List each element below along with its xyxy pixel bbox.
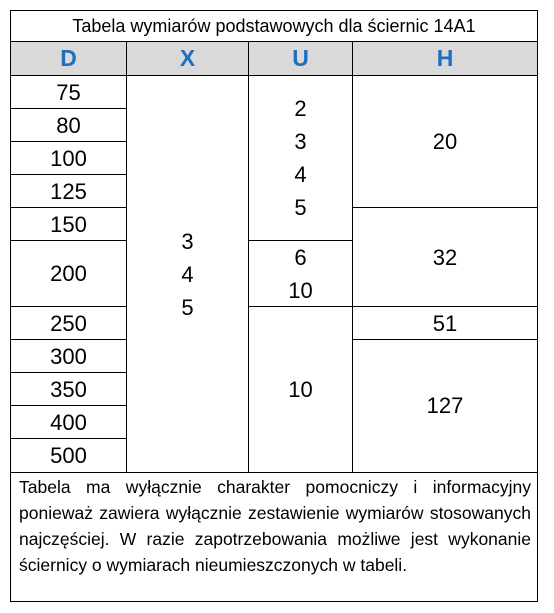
x-value: 5 bbox=[181, 294, 194, 320]
u-value: 3 bbox=[294, 129, 307, 154]
divider bbox=[352, 41, 353, 472]
d-cell: 80 bbox=[56, 112, 81, 138]
divider bbox=[11, 174, 126, 175]
divider bbox=[352, 207, 537, 208]
divider bbox=[11, 75, 537, 76]
u-cell bbox=[249, 241, 352, 307]
header-x: X bbox=[127, 42, 248, 75]
divider bbox=[11, 372, 126, 373]
divider bbox=[11, 108, 126, 109]
header-h: H bbox=[353, 42, 537, 75]
divider bbox=[11, 438, 126, 439]
divider bbox=[11, 339, 126, 340]
d-cell: 125 bbox=[50, 178, 87, 204]
u-value: 10 bbox=[288, 376, 313, 402]
u-value: 4 bbox=[294, 162, 307, 187]
h-cell: 51 bbox=[432, 310, 458, 336]
divider bbox=[11, 306, 126, 307]
divider bbox=[11, 240, 126, 241]
x-cell bbox=[127, 76, 248, 472]
d-cell: 100 bbox=[50, 145, 87, 171]
u-value: 5 bbox=[294, 195, 307, 220]
u-cell bbox=[249, 76, 352, 240]
divider bbox=[352, 339, 537, 340]
d-cell: 150 bbox=[50, 211, 87, 237]
h-cell: 32 bbox=[432, 244, 458, 270]
divider bbox=[11, 405, 126, 406]
x-value: 3 bbox=[181, 228, 194, 254]
divider bbox=[11, 207, 126, 208]
divider bbox=[352, 306, 537, 307]
dimensions-table bbox=[10, 10, 538, 602]
d-cell: 350 bbox=[50, 376, 87, 402]
d-cell: 250 bbox=[50, 310, 87, 336]
u-value: 2 bbox=[294, 96, 307, 121]
d-cell: 300 bbox=[50, 343, 87, 369]
h-cell: 20 bbox=[432, 128, 458, 154]
divider bbox=[126, 41, 127, 472]
divider bbox=[248, 306, 353, 307]
table-title: Tabela wymiarów podstawowych dla ściernic 14A1 bbox=[72, 15, 476, 36]
x-value: 4 bbox=[181, 261, 194, 287]
divider bbox=[11, 41, 537, 42]
d-cell: 200 bbox=[50, 261, 87, 286]
d-cell: 500 bbox=[50, 442, 87, 468]
h-cell: 127 bbox=[426, 393, 464, 418]
header-u: U bbox=[249, 42, 352, 75]
divider bbox=[248, 41, 249, 472]
divider bbox=[11, 141, 126, 142]
u-cell bbox=[249, 307, 352, 472]
table-note: Tabela ma wyłącznie charakter pomocniczy i informacyjny ponieważ zawiera wyłącznie zestawienie wymiarów stosowanych najczęściej. W razie zapotrzebowania możliwe jest wykonanie ściernicy o wymiarach nieumieszczonych w tabeli. bbox=[19, 477, 531, 575]
divider bbox=[248, 240, 353, 241]
u-value: 6 bbox=[294, 245, 307, 270]
header-d: D bbox=[11, 42, 126, 75]
d-cell: 400 bbox=[50, 409, 87, 435]
divider bbox=[11, 472, 537, 473]
u-value: 10 bbox=[288, 278, 313, 303]
d-cell: 75 bbox=[56, 79, 81, 105]
